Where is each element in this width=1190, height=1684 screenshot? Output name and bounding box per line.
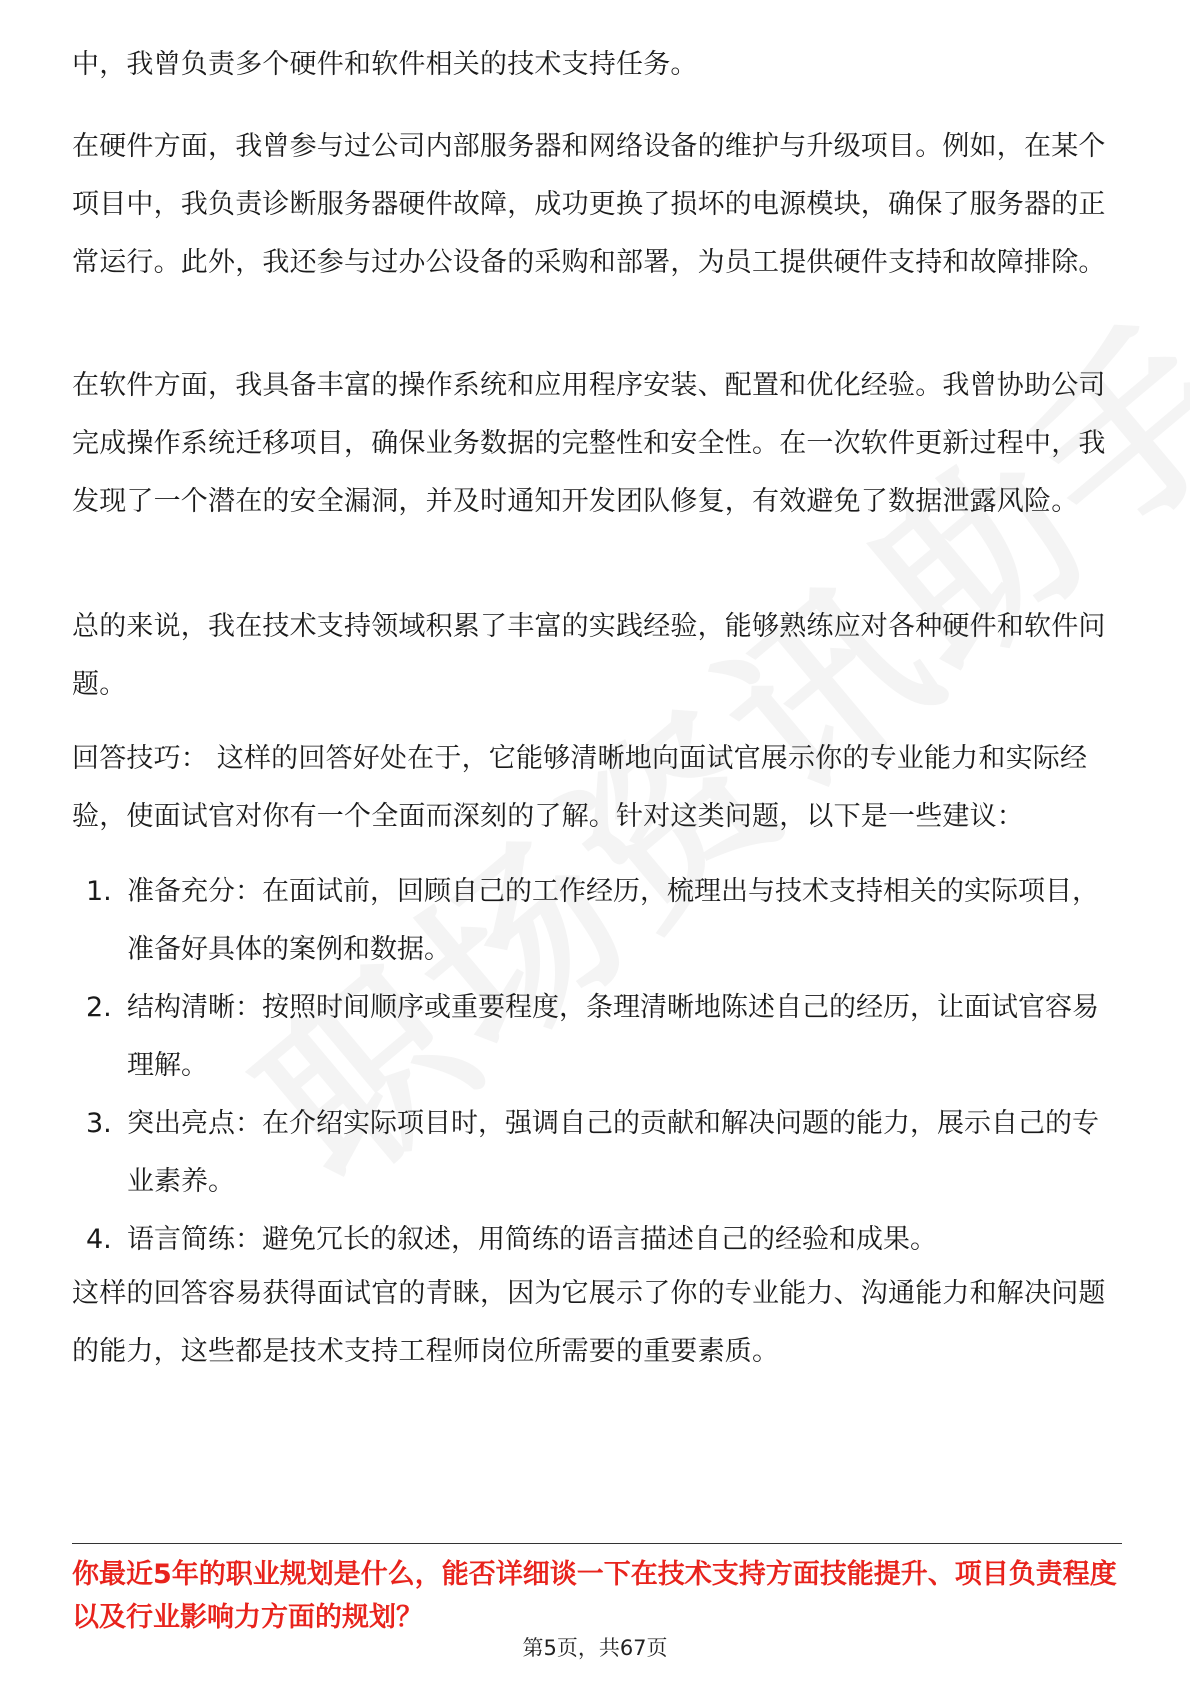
list-number: 1.	[86, 876, 112, 907]
tips-list	[72, 863, 1122, 1269]
list-item	[72, 863, 1122, 979]
paragraph-intro-tail: 中，我曾负责多个硬件和软件相关的技术支持任务。	[72, 49, 698, 80]
next-question-heading: 你最近5年的职业规划是什么，能否详细谈一下在技术支持方面技能提升、项目负责程度以及行业影响力方面的规划？	[72, 1559, 1117, 1633]
list-item	[72, 979, 1122, 1095]
list-item	[72, 1095, 1122, 1211]
section-divider	[72, 1543, 1122, 1544]
list-item-text: 突出亮点：在介绍实际项目时，强调自己的贡献和解决问题的能力，展示自己的专业素养。	[127, 1108, 1099, 1197]
list-number: 2.	[86, 992, 112, 1023]
paragraph-software: 在软件方面，我具备丰富的操作系统和应用程序安装、配置和优化经验。我曾协助公司完成操作系统迁移项目，确保业务数据的完整性和安全性。在一次软件更新过程中，我发现了一个潜在的安全漏洞，并及时通知开发团队修复，有效避免了数据泄露风险。	[72, 370, 1106, 517]
paragraph-closing: 这样的回答容易获得面试官的青睐，因为它展示了你的专业能力、沟通能力和解决问题的能力，这些都是技术支持工程师岗位所需要的重要素质。	[72, 1278, 1106, 1367]
list-number: 4.	[86, 1224, 112, 1255]
paragraph-answer-tips: 回答技巧： 这样的回答好处在于，它能够清晰地向面试官展示你的专业能力和实际经验，使面试官对你有一个全面而深刻的了解。针对这类问题，以下是一些建议：	[72, 743, 1088, 832]
list-item-text: 准备充分：在面试前，回顾自己的工作经历，梳理出与技术支持相关的实际项目，准备好具体的案例和数据。	[127, 876, 1099, 965]
list-item	[72, 1211, 1122, 1269]
paragraph-hardware: 在硬件方面，我曾参与过公司内部服务器和网络设备的维护与升级项目。例如，在某个项目中，我负责诊断服务器硬件故障，成功更换了损坏的电源模块，确保了服务器的正常运行。此外，我还参与过办公设备的采购和部署，为员工提供硬件支持和故障排除。	[72, 131, 1106, 278]
list-item-text: 结构清晰：按照时间顺序或重要程度，条理清晰地陈述自己的经历，让面试官容易理解。	[127, 992, 1099, 1081]
page-footer: 第5页，共67页	[522, 1636, 668, 1660]
paragraph-summary: 总的来说，我在技术支持领域积累了丰富的实践经验，能够熟练应对各种硬件和软件问题。	[72, 611, 1106, 700]
list-item-text: 语言简练：避免冗长的叙述，用简练的语言描述自己的经验和成果。	[127, 1224, 937, 1255]
list-number: 3.	[86, 1108, 112, 1139]
